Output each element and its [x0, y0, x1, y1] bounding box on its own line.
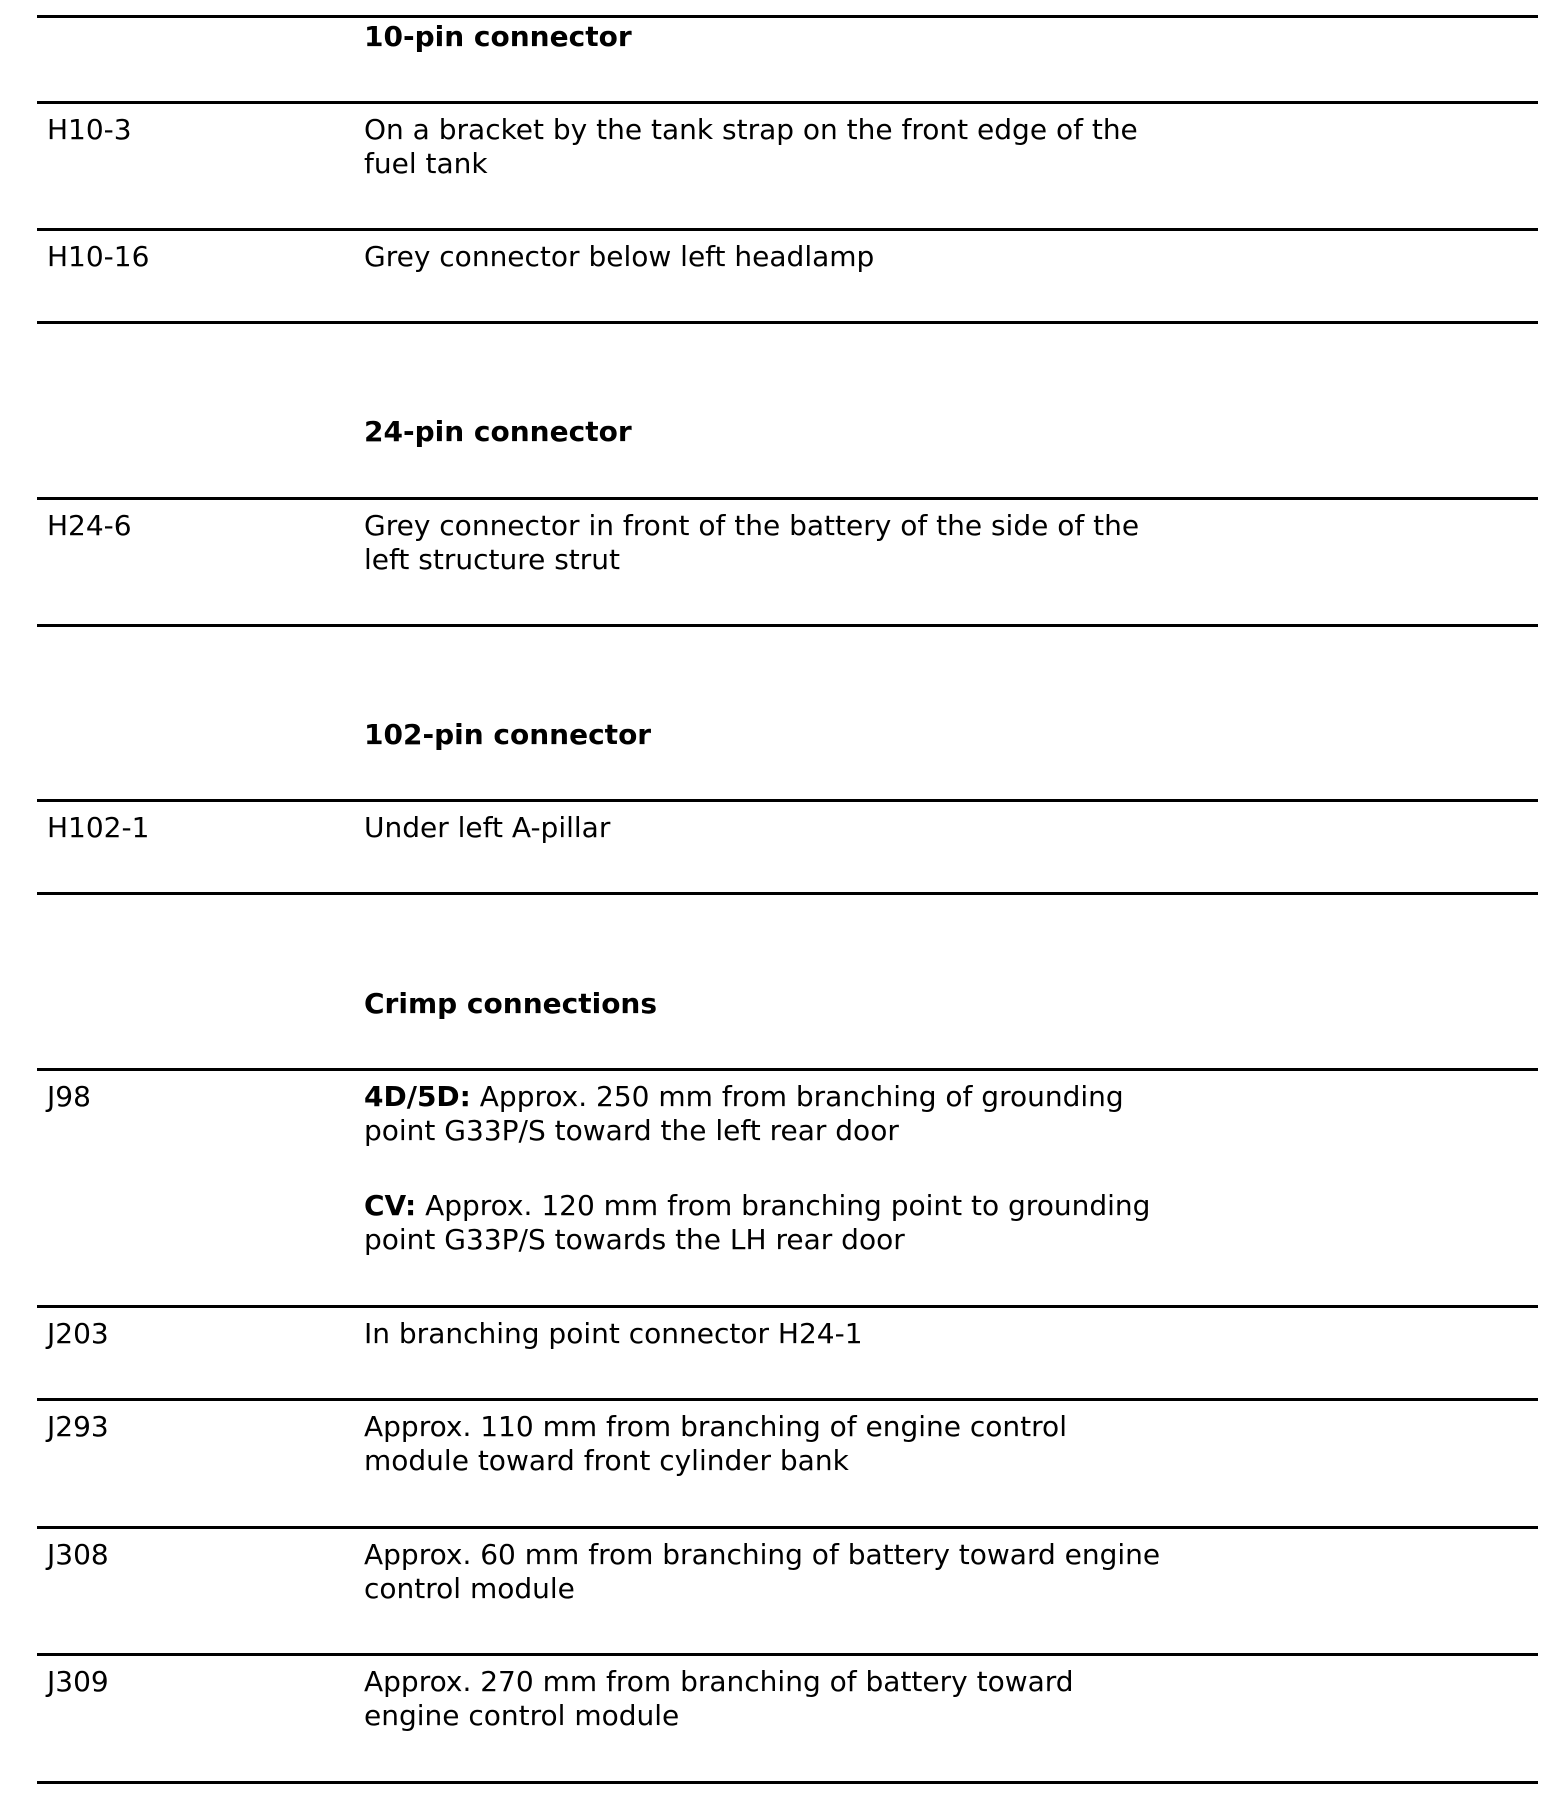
connector-location	[364, 509, 1364, 577]
connector-code: H24-6	[47, 509, 132, 542]
table-rule	[37, 228, 1538, 231]
connector-location	[364, 1538, 1364, 1606]
connector-location	[364, 113, 1364, 181]
location-line: CV: Approx. 120 mm from branching point to grounding	[364, 1189, 1151, 1222]
location-line: module toward front cylinder bank	[364, 1444, 849, 1477]
table-rule	[37, 892, 1538, 895]
table-rule	[37, 321, 1538, 324]
table-rule	[37, 1653, 1538, 1656]
connector-code: H10-16	[47, 240, 150, 273]
connector-location	[364, 1410, 1364, 1478]
location-line: Grey connector below left headlamp	[364, 240, 875, 273]
connector-code: H102-1	[47, 811, 150, 844]
table-rule	[37, 624, 1538, 627]
variant-label: CV:	[364, 1189, 417, 1222]
table-rule	[37, 799, 1538, 802]
connector-location	[364, 1317, 1364, 1351]
location-line: Approx. 110 mm from branching of engine control	[364, 1410, 1067, 1443]
table-rule	[37, 1068, 1538, 1071]
variant-paragraph	[364, 1080, 1364, 1148]
location-line: fuel tank	[364, 147, 488, 180]
connector-code: H10-3	[47, 113, 132, 146]
location-line: Approx. 270 mm from branching of battery toward	[364, 1665, 1074, 1698]
variant-label: 4D/5D:	[364, 1080, 471, 1113]
table-rule	[37, 1526, 1538, 1529]
connector-location	[364, 1665, 1364, 1733]
connector-code: J203	[47, 1317, 109, 1350]
table-rule	[37, 1305, 1538, 1308]
variant-paragraph	[364, 1189, 1364, 1257]
location-line: Grey connector in front of the battery of the side of the	[364, 509, 1140, 542]
connector-code: J309	[47, 1665, 109, 1698]
location-line: 4D/5D: Approx. 250 mm from branching of grounding	[364, 1080, 1124, 1113]
table-rule	[37, 497, 1538, 500]
table-rule	[37, 15, 1538, 18]
section-heading: 24-pin connector	[364, 415, 632, 448]
table-rule	[37, 101, 1538, 104]
location-line: Approx. 60 mm from branching of battery toward engine	[364, 1538, 1161, 1571]
section-heading: 10-pin connector	[364, 20, 632, 53]
connector-code: J293	[47, 1410, 109, 1443]
connector-code: J98	[47, 1080, 91, 1113]
location-line: point G33P/S towards the LH rear door	[364, 1223, 905, 1256]
connector-code: J308	[47, 1538, 109, 1571]
location-line: Under left A-pillar	[364, 811, 611, 844]
connector-location	[364, 1080, 1364, 1257]
location-line: On a bracket by the tank strap on the front edge of the	[364, 113, 1138, 146]
section-heading: Crimp connections	[364, 987, 658, 1020]
table-rule	[37, 1781, 1538, 1784]
location-line: point G33P/S toward the left rear door	[364, 1114, 899, 1147]
section-heading: 102-pin connector	[364, 718, 652, 751]
connector-location	[364, 240, 1364, 274]
table-rule	[37, 1398, 1538, 1401]
location-line: In branching point connector H24-1	[364, 1317, 863, 1350]
connector-location	[364, 811, 1364, 845]
location-line: control module	[364, 1572, 575, 1605]
location-line: engine control module	[364, 1699, 680, 1732]
location-line: left structure strut	[364, 543, 621, 576]
